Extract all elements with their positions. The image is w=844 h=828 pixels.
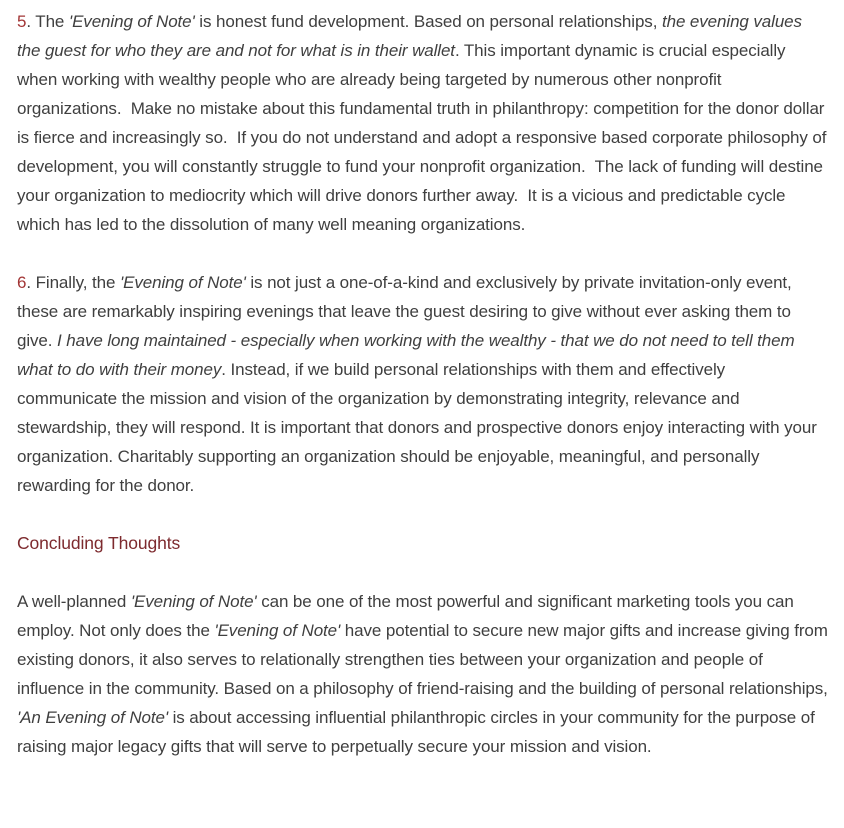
text-segment: . Instead, if we build personal relationships with them and effectively communicate the mission and vision of the organization by demonstrating integrity, relevance and stewardship, they will respond. It is important that donors and prospective donors enjoy interacting with your organization. Charitably supporting an organization should be enjoyable, meaningful, and personally rewarding for the donor.: [17, 360, 822, 495]
italic-phrase-evening-of-note: 'Evening of Note': [130, 592, 257, 611]
text-segment: is honest fund development. Based on personal relationships,: [194, 12, 662, 31]
italic-phrase-evening-of-note: 'Evening of Note': [119, 273, 246, 292]
text-segment: . This important dynamic is crucial especially when working with wealthy people who are already being targeted by numerous other nonprofit organizations. Make no mistake about this fundamental truth in philanthropy: competition for the donor dollar is fierce and increasingly so. If you do not understand and adopt a responsive based corporate philosophy of development, you will constantly struggle to fund your nonprofit organization. The lack of funding will destine your organization to mediocrity which will drive donors further away. It is a vicious and predictable cycle which has led to the dissolution of many well meaning organizations.: [17, 41, 832, 234]
list-number-6: 6: [17, 273, 27, 292]
list-number-5: 5: [17, 12, 27, 31]
italic-phrase-values-guest: the evening values the guest for who they are and not for what is in their wallet: [17, 12, 807, 60]
section-heading-concluding-thoughts: Concluding Thoughts: [17, 533, 181, 553]
text-segment: . The: [26, 12, 69, 31]
text-segment: is about accessing influential philanthropic circles in your community for the purpose of raising major legacy gifts that will serve to perpetually secure your mission and vision.: [17, 708, 820, 756]
text-segment: have potential to secure new major gifts and increase giving from existing donors, it also serves to relationally strengthen ties between your organization and people of influence in the community. Based on a philosophy of friend-raising and the building of personal relationships,: [17, 621, 833, 698]
italic-phrase-evening-of-note: 'Evening of Note': [68, 12, 195, 31]
text-segment: . Finally, the: [26, 273, 120, 292]
text-segment: can be one of the most powerful and significant marketing tools you can employ. Not only does the: [17, 592, 799, 640]
paragraph-concluding: [17, 587, 833, 761]
paragraph-point-5: [17, 7, 832, 239]
paragraph-point-6: [17, 268, 828, 500]
italic-phrase-evening-of-note: 'Evening of Note': [214, 621, 341, 640]
italic-phrase-an-evening-of-note: 'An Evening of Note': [17, 708, 168, 727]
text-segment: is not just a one-of-a-kind and exclusively by private invitation-only event, these are remarkably inspiring evenings that leave the guest desiring to give without ever asking them to give.: [17, 273, 797, 350]
text-segment: A well-planned: [17, 592, 131, 611]
italic-phrase-long-maintained: I have long maintained - especially when working with the wealthy - that we do not need to tell them what to do with their money: [17, 331, 800, 379]
